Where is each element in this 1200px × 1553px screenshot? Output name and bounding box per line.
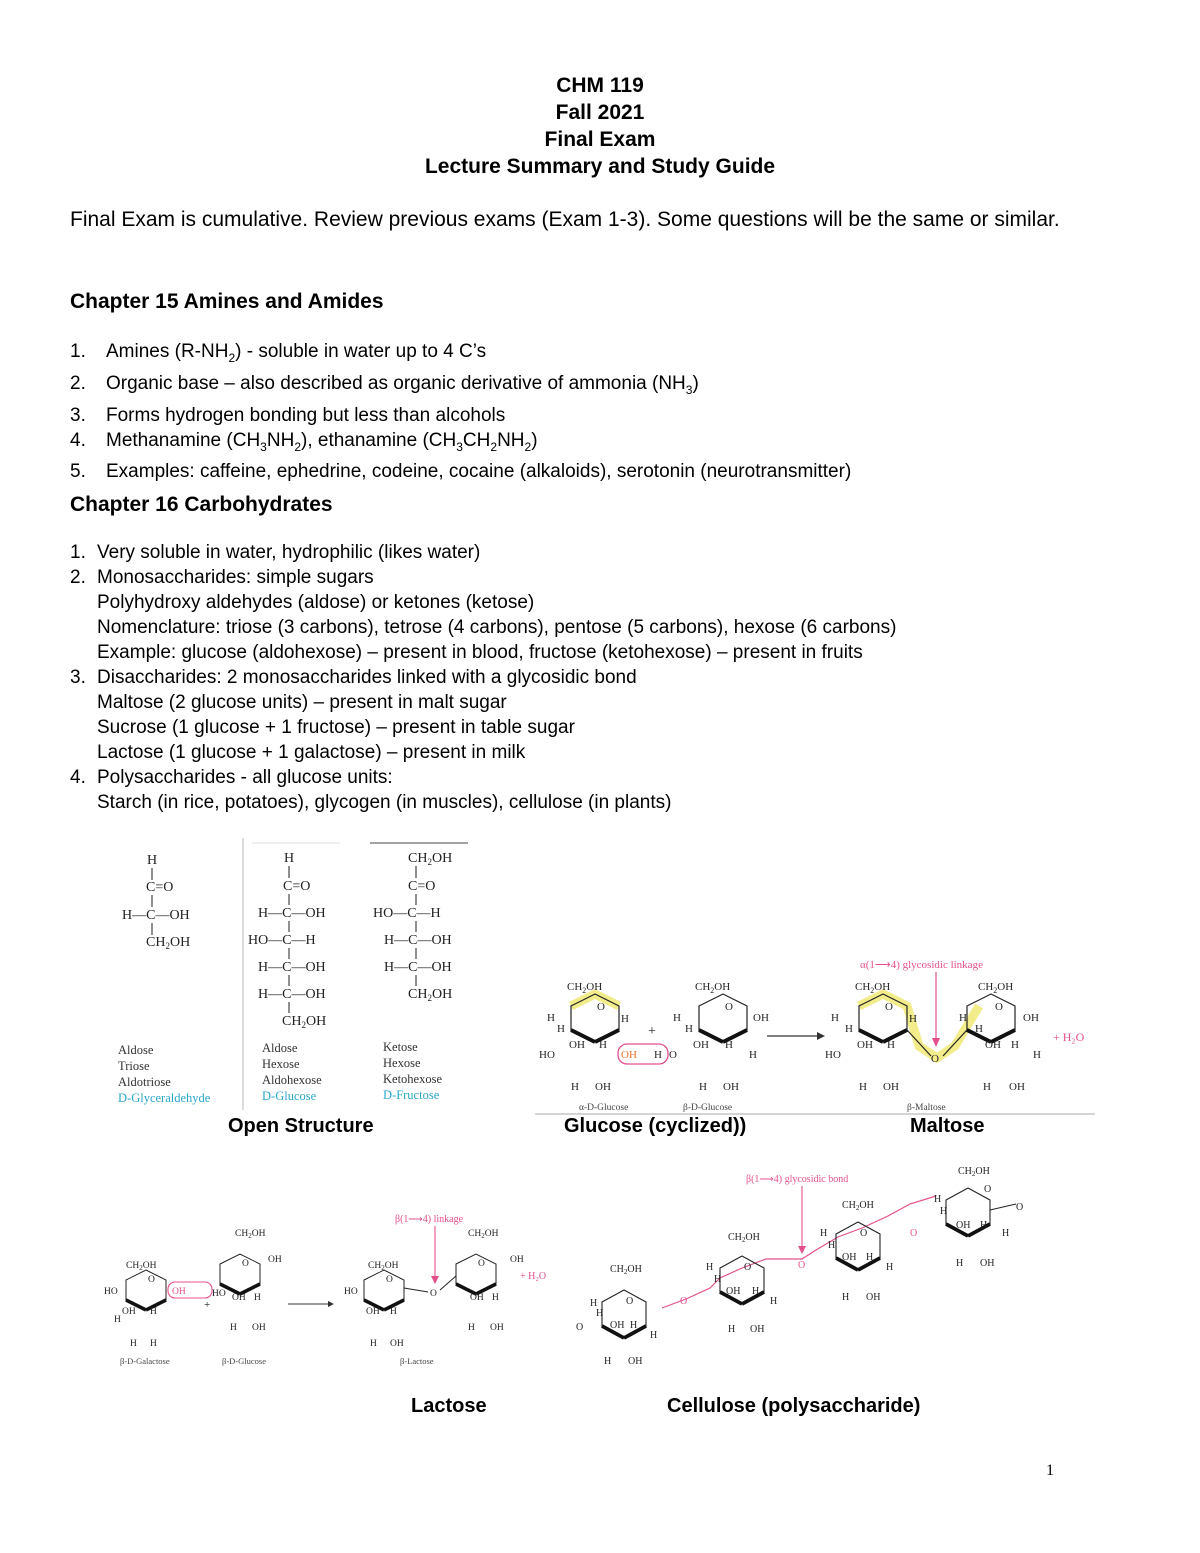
chapter-16-heading: Chapter 16 Carbohydrates — [70, 493, 333, 516]
list-item: 5. Examples: caffeine, ephedrine, codeine, cocaine (alkaloids), serotonin (neurotransmitter) — [70, 461, 852, 483]
svg-text:H: H — [150, 1339, 157, 1349]
svg-text:H: H — [230, 1323, 237, 1333]
svg-text:H: H — [557, 1023, 565, 1035]
svg-text:H: H — [699, 1081, 707, 1093]
svg-text:OH: OH — [366, 1307, 380, 1317]
svg-text:H: H — [468, 1323, 475, 1333]
svg-text:H—C—OH: H—C—OH — [122, 908, 190, 923]
svg-text:+: + — [204, 1299, 211, 1311]
svg-text:OH: OH — [842, 1252, 857, 1263]
svg-text:HO: HO — [212, 1289, 226, 1299]
svg-text:H: H — [956, 1258, 964, 1269]
svg-text:H: H — [621, 1013, 629, 1025]
cellulose-figure — [570, 1158, 1040, 1376]
list-subline: Lactose (1 glucose + 1 galactose) – present in milk — [97, 742, 526, 763]
caption-glucose: Glucose (cyclized)) — [564, 1115, 747, 1137]
svg-text:O: O — [1016, 1202, 1024, 1213]
svg-text:O: O — [430, 1289, 437, 1299]
glucose-open-structure — [248, 851, 326, 1030]
list-item: 1. Very soluble in water, hydrophilic (likes water) — [70, 542, 481, 563]
svg-text:O: O — [386, 1275, 393, 1285]
list-item: 4. Polysaccharides - all glucose units: — [70, 767, 393, 788]
svg-text:H: H — [959, 1012, 967, 1024]
svg-text:O: O — [995, 1001, 1003, 1013]
svg-text:H: H — [654, 1049, 662, 1061]
fructose-name: D-Fructose — [383, 1088, 440, 1102]
label: Ketohexose — [383, 1072, 443, 1086]
svg-text:OH: OH — [693, 1039, 709, 1051]
galactose-ring — [104, 1261, 212, 1349]
svg-text:O: O — [669, 1049, 677, 1061]
svg-text:OH: OH — [490, 1323, 504, 1333]
maltose-water-label: + H₂O — [1053, 1030, 1085, 1044]
svg-text:CH2OH: $CH_2OH$ — [610, 1264, 642, 1276]
list-subline: Nomenclature: triose (3 carbons), tetrose (4 carbons), pentose (5 carbons), hexose (6 carbons) — [97, 617, 897, 638]
exam-name: Final Exam — [544, 128, 656, 151]
list-item: 4. Methanamine $(CH_3NH_2)$, ethanamine $(CH_3CH_2NH_2)$ — [70, 429, 538, 454]
svg-text:H: H — [728, 1324, 736, 1335]
chapter-15-list — [70, 339, 851, 484]
label: Triose — [118, 1059, 150, 1073]
svg-text:H: H — [1011, 1039, 1019, 1051]
svg-text:O: O — [148, 1275, 155, 1285]
svg-text:H: H — [370, 1339, 377, 1349]
label: Hexose — [262, 1057, 300, 1071]
list-subline: Polyhydroxy aldehydes (aldose) or ketones (ketose) — [97, 592, 535, 613]
svg-text:C=O: C=O — [146, 880, 174, 895]
svg-text:H: H — [254, 1293, 261, 1303]
list-item: 2. Organic base – also described as organic derivative of ammonia $(NH_3)$ — [70, 372, 699, 397]
svg-text:OH: OH — [866, 1292, 881, 1303]
svg-text:H: H — [909, 1013, 917, 1025]
svg-text:H—C—OH: H—C—OH — [258, 987, 326, 1002]
svg-text:H: H — [650, 1330, 658, 1341]
svg-text:CH2OH: $CH_2OH$ — [468, 1229, 499, 1240]
svg-text:O: O — [885, 1001, 893, 1013]
lactose-product — [344, 1229, 524, 1349]
caption-maltose: Maltose — [910, 1115, 985, 1137]
beta-glucose-label: β-D-Glucose — [683, 1103, 733, 1113]
svg-text:OH: OH — [595, 1081, 611, 1093]
svg-text:H: H — [673, 1012, 681, 1024]
fructose-open-structure — [373, 851, 452, 1003]
svg-text:O: O — [576, 1322, 584, 1333]
svg-text:O: O — [242, 1259, 249, 1269]
svg-text:OH: OH — [172, 1287, 186, 1297]
maltose-reaction-figure — [535, 950, 1100, 1118]
svg-text:H: H — [685, 1023, 693, 1035]
svg-text:H: H — [604, 1356, 612, 1367]
lactose-product-label: β-Lactose — [400, 1356, 434, 1366]
svg-text:CH2OH: $CH_2OH$ — [126, 1261, 157, 1272]
svg-text:H: H — [828, 1240, 836, 1251]
lactose-glucose-label: β-D-Glucose — [222, 1356, 266, 1366]
svg-text:HO—C—H: HO—C—H — [248, 933, 316, 948]
svg-text:H: H — [390, 1307, 397, 1317]
svg-text:CH2OH: $CH_2OH$ — [958, 1166, 990, 1178]
svg-text:OH: OH — [750, 1324, 765, 1335]
svg-text:H: H — [831, 1012, 839, 1024]
beta-glucose-ring — [669, 981, 769, 1093]
svg-text:CH2OH: $CH_2OH$ — [855, 981, 891, 995]
svg-text:H: H — [114, 1315, 121, 1325]
svg-text:H: H — [752, 1286, 760, 1297]
caption-cellulose: Cellulose (polysaccharide) — [667, 1395, 921, 1417]
svg-text:H: H — [599, 1039, 607, 1051]
svg-text:HO—C—H: HO—C—H — [373, 906, 441, 921]
alpha-glucose-label: α-D-Glucose — [579, 1103, 629, 1113]
list-subline: Maltose (2 glucose units) – present in malt sugar — [97, 692, 507, 713]
svg-text:H: H — [770, 1296, 778, 1307]
svg-text:O: O — [680, 1296, 688, 1307]
svg-text:OH: OH — [1023, 1012, 1039, 1024]
svg-text:H: H — [749, 1049, 757, 1061]
svg-text:OH: OH — [569, 1039, 585, 1051]
svg-text:OH: OH — [857, 1039, 873, 1051]
maltose-linkage-label: α(1⟶4) glycosidic linkage — [860, 959, 983, 971]
svg-text:O: O — [860, 1228, 868, 1239]
svg-text:H—C—OH: H—C—OH — [384, 933, 452, 948]
svg-text:O: O — [910, 1228, 918, 1239]
svg-text:H: H — [1002, 1228, 1010, 1239]
svg-text:H: H — [547, 1012, 555, 1024]
list-item: 2. Monosaccharides: simple sugars — [70, 567, 374, 588]
svg-text:+: + — [648, 1024, 656, 1039]
svg-text:OH: OH — [628, 1356, 643, 1367]
svg-text:HO: HO — [539, 1049, 555, 1061]
cellulose-ring — [576, 1264, 687, 1367]
svg-text:CH2OH: $CH_2OH$ — [978, 981, 1014, 995]
lactose-water-label: + H₂O — [520, 1271, 547, 1282]
page-number: 1 — [1046, 1462, 1054, 1479]
svg-text:H: H — [714, 1274, 722, 1285]
svg-text:C=O: C=O — [408, 879, 436, 894]
lactose-glucose-ring — [212, 1229, 282, 1333]
svg-text:H: H — [147, 853, 158, 868]
svg-text:CH2OH: $CH_2OH$ — [728, 1232, 760, 1244]
svg-text:HO: HO — [104, 1287, 118, 1297]
term: Fall 2021 — [555, 101, 645, 124]
label: Aldotriose — [118, 1075, 171, 1089]
lactose-reaction-figure — [100, 1210, 560, 1370]
svg-text:H: H — [866, 1252, 874, 1263]
caption-open-structure: Open Structure — [228, 1115, 374, 1137]
svg-text:H: H — [887, 1039, 895, 1051]
chapter-16-list — [70, 540, 896, 815]
svg-text:H: H — [492, 1293, 499, 1303]
list-subline: Sucrose (1 glucose + 1 fructose) – present in table sugar — [97, 717, 575, 738]
label: Ketose — [383, 1040, 418, 1054]
svg-text:OH: OH — [726, 1286, 741, 1297]
svg-text:H: H — [980, 1220, 988, 1231]
maltose-product — [825, 981, 1041, 1093]
svg-text:CH2OH: $CH_2OH$ — [408, 987, 453, 1003]
svg-text:O: O — [984, 1184, 992, 1195]
svg-text:H: H — [590, 1298, 598, 1309]
chapter-15-heading: Chapter 15 Amines and Amides — [70, 290, 384, 313]
svg-text:CH2OH: $CH_2OH$ — [567, 981, 603, 995]
svg-text:H: H — [820, 1228, 828, 1239]
svg-text:O: O — [626, 1296, 634, 1307]
caption-lactose: Lactose — [411, 1395, 487, 1417]
svg-text:OH: OH — [268, 1255, 282, 1265]
svg-text:H—C—OH: H—C—OH — [258, 960, 326, 975]
svg-text:OH: OH — [122, 1307, 136, 1317]
lactose-linkage-label: β(1⟶4) linkage — [395, 1214, 464, 1225]
svg-text:H: H — [1033, 1049, 1041, 1061]
svg-text:CH2OH: $CH_2OH$ — [146, 935, 191, 951]
svg-text:OH: OH — [610, 1320, 625, 1331]
glyceraldehyde-name: D-Glyceraldehyde — [118, 1091, 211, 1105]
doc-subtitle: Lecture Summary and Study Guide — [424, 155, 776, 178]
svg-text:CH2OH: $CH_2OH$ — [842, 1200, 874, 1212]
svg-text:OH: OH — [510, 1255, 524, 1265]
svg-text:OH: OH — [1009, 1081, 1025, 1093]
list-item: 1. Amines $(R-NH_2)$ - soluble in water up to 4 C’s — [70, 341, 487, 365]
svg-text:OH: OH — [232, 1293, 246, 1303]
svg-text:H: H — [845, 1023, 853, 1035]
svg-text:CH2OH: $CH_2OH$ — [282, 1014, 327, 1030]
svg-text:OH: OH — [252, 1323, 266, 1333]
document-title — [0, 72, 1200, 180]
svg-text:H: H — [934, 1194, 942, 1205]
svg-text:O: O — [744, 1262, 752, 1273]
svg-text:CH2OH: $CH_2OH$ — [235, 1229, 266, 1240]
list-subline: Example: glucose (aldohexose) – present in blood, fructose (ketohexose) – present in fruits — [97, 642, 863, 663]
svg-text:OH: OH — [753, 1012, 769, 1024]
svg-text:OH: OH — [883, 1081, 899, 1093]
svg-text:H: H — [859, 1081, 867, 1093]
svg-text:H: H — [842, 1292, 850, 1303]
svg-text:OH: OH — [980, 1258, 995, 1269]
open-structures-figure — [110, 838, 470, 1110]
svg-text:H: H — [725, 1039, 733, 1051]
list-item: 3. Disaccharides: 2 monosaccharides linked with a glycosidic bond — [70, 667, 637, 688]
svg-text:OH: OH — [621, 1049, 637, 1061]
svg-text:H: H — [886, 1262, 894, 1273]
svg-text:H: H — [596, 1308, 604, 1319]
course-code: CHM 119 — [556, 74, 644, 97]
svg-text:OH: OH — [956, 1220, 971, 1231]
svg-text:H: H — [706, 1262, 714, 1273]
svg-text:H: H — [284, 851, 295, 866]
svg-text:O: O — [725, 1001, 733, 1013]
label: Aldose — [262, 1041, 298, 1055]
svg-text:H: H — [975, 1023, 983, 1035]
label: Aldohexose — [262, 1073, 322, 1087]
svg-text:OH: OH — [390, 1339, 404, 1349]
cellulose-ring — [820, 1200, 917, 1303]
svg-text:O: O — [478, 1259, 485, 1269]
svg-text:H: H — [940, 1206, 948, 1217]
maltose-product-label: β-Maltose — [907, 1103, 946, 1113]
svg-text:OH: OH — [470, 1293, 484, 1303]
list-subline: Starch (in rice, potatoes), glycogen (in muscles), cellulose (in plants) — [97, 792, 672, 813]
intro-paragraph: Final Exam is cumulative. Review previous exams (Exam 1-3). Some questions will be the same or similar. — [70, 208, 1060, 231]
svg-text:O: O — [798, 1260, 806, 1271]
svg-text:H—C—OH: H—C—OH — [384, 960, 452, 975]
svg-text:O: O — [931, 1053, 939, 1065]
cellulose-ring — [706, 1232, 805, 1335]
svg-text:OH: OH — [723, 1081, 739, 1093]
cellulose-linkage-label: β(1⟶4) glycosidic bond — [746, 1174, 849, 1185]
svg-text:CH2OH: $CH_2OH$ — [408, 851, 453, 867]
svg-text:H—C—OH: H—C—OH — [258, 906, 326, 921]
label: Aldose — [118, 1043, 154, 1057]
cellulose-ring — [934, 1166, 1023, 1269]
svg-text:CH2OH: $CH_2OH$ — [368, 1261, 399, 1272]
list-item: 3. Forms hydrogen bonding but less than alcohols — [70, 404, 506, 426]
svg-text:H: H — [983, 1081, 991, 1093]
svg-text:H: H — [150, 1307, 157, 1317]
svg-text:O: O — [597, 1001, 605, 1013]
svg-text:H: H — [571, 1081, 579, 1093]
svg-text:CH2OH: $CH_2OH$ — [695, 981, 731, 995]
svg-text:H: H — [630, 1320, 638, 1331]
svg-text:HO: HO — [344, 1287, 358, 1297]
svg-text:C=O: C=O — [283, 879, 311, 894]
glucose-name: D-Glucose — [262, 1089, 317, 1103]
svg-text:OH: OH — [985, 1039, 1001, 1051]
svg-text:HO: HO — [825, 1049, 841, 1061]
glyceraldehyde-structure — [122, 853, 190, 951]
galactose-label: β-D-Galactose — [120, 1356, 170, 1366]
label: Hexose — [383, 1056, 421, 1070]
svg-text:H: H — [130, 1339, 137, 1349]
